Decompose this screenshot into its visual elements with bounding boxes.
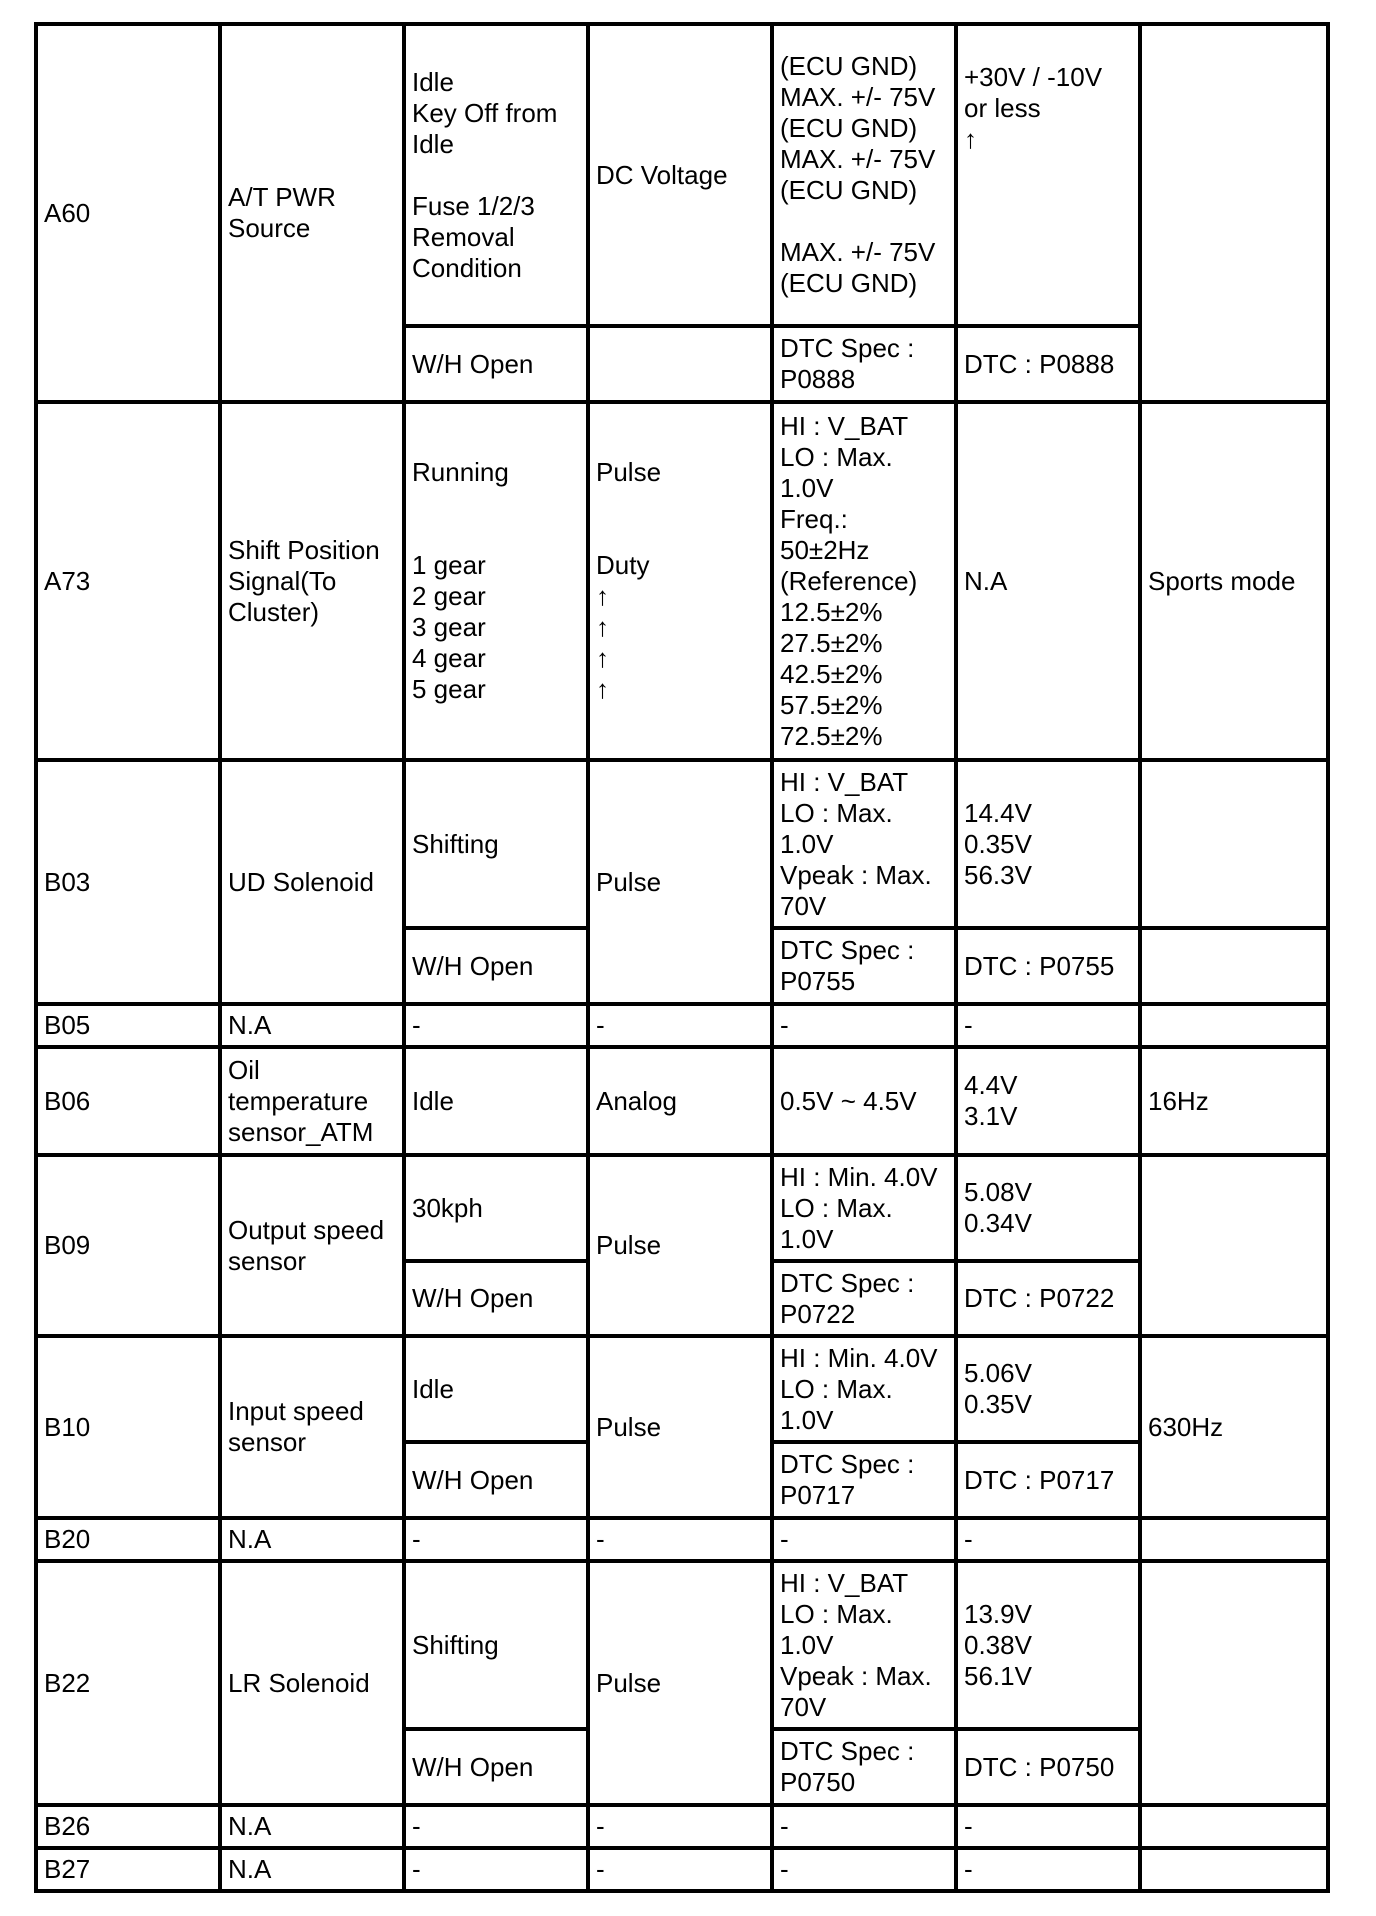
condition-cell: - xyxy=(404,1848,588,1891)
value-cell: 13.9V 0.38V 56.1V xyxy=(956,1561,1140,1729)
remark-cell xyxy=(1140,928,1328,1004)
type-cell: - xyxy=(588,1805,772,1848)
spec-cell: - xyxy=(772,1004,956,1047)
type-cell: - xyxy=(588,1848,772,1891)
description-cell: UD Solenoid xyxy=(220,760,404,1004)
value-cell: 5.08V 0.34V xyxy=(956,1155,1140,1261)
spec-cell: DTC Spec : P0722 xyxy=(772,1261,956,1336)
remark-cell xyxy=(1140,1518,1328,1561)
spec-cell: HI : Min. 4.0V LO : Max. 1.0V xyxy=(772,1336,956,1442)
remark-cell xyxy=(1140,1004,1328,1047)
condition-cell: W/H Open xyxy=(404,326,588,402)
description-cell: Input speed sensor xyxy=(220,1336,404,1518)
table-row xyxy=(36,402,1328,760)
value-cell: 4.4V 3.1V xyxy=(956,1047,1140,1155)
type-cell: DC Voltage xyxy=(588,24,772,326)
spec-cell: HI : V_BAT LO : Max. 1.0V Vpeak : Max. 70V xyxy=(772,1561,956,1729)
table-row xyxy=(36,1047,1328,1155)
condition-cell: - xyxy=(404,1805,588,1848)
spec-cell: HI : V_BAT LO : Max. 1.0V Freq.: 50±2Hz (Reference) 12.5±2% 27.5±2% 42.5±2% 57.5±2% 72.5±2% xyxy=(772,402,956,760)
type-cell: Analog xyxy=(588,1047,772,1155)
spec-cell: HI : V_BAT LO : Max. 1.0V Vpeak : Max. 70V xyxy=(772,760,956,928)
value-cell: 14.4V 0.35V 56.3V xyxy=(956,760,1140,928)
remark-cell xyxy=(1140,1561,1328,1805)
value-cell: DTC : P0750 xyxy=(956,1729,1140,1805)
pin-cell: B06 xyxy=(36,1047,220,1155)
table-row xyxy=(36,760,1328,928)
pin-cell: B03 xyxy=(36,760,220,1004)
description-cell: A/T PWR Source xyxy=(220,24,404,402)
remark-cell xyxy=(1140,1805,1328,1848)
remark-cell: 630Hz xyxy=(1140,1336,1328,1518)
spec-cell: - xyxy=(772,1848,956,1891)
type-cell: Pulse xyxy=(588,1561,772,1805)
condition-cell: 30kph xyxy=(404,1155,588,1261)
table-row xyxy=(36,1518,1328,1561)
value-cell: N.A xyxy=(956,402,1140,760)
condition-cell: Running 1 gear 2 gear 3 gear 4 gear 5 gear xyxy=(404,402,588,760)
condition-cell: Idle xyxy=(404,1336,588,1442)
remark-cell xyxy=(1140,760,1328,928)
remark-cell xyxy=(1140,24,1328,402)
remark-cell: Sports mode xyxy=(1140,402,1328,760)
value-cell: - xyxy=(956,1805,1140,1848)
condition-cell: W/H Open xyxy=(404,928,588,1004)
spec-cell: DTC Spec : P0717 xyxy=(772,1442,956,1518)
condition-cell: - xyxy=(404,1518,588,1561)
condition-cell: - xyxy=(404,1004,588,1047)
table-row xyxy=(36,1848,1328,1891)
value-cell: DTC : P0722 xyxy=(956,1261,1140,1336)
value-cell: +30V / -10V or less ↑ xyxy=(956,24,1140,326)
condition-cell: Idle Key Off from Idle Fuse 1/2/3 Removal Condition xyxy=(404,24,588,326)
description-cell: N.A xyxy=(220,1805,404,1848)
pin-cell: B10 xyxy=(36,1336,220,1518)
table-row xyxy=(36,1004,1328,1047)
table-row xyxy=(36,1805,1328,1848)
condition-cell: W/H Open xyxy=(404,1261,588,1336)
description-cell: Shift Position Signal(To Cluster) xyxy=(220,402,404,760)
spec-cell: - xyxy=(772,1518,956,1561)
pin-cell: B27 xyxy=(36,1848,220,1891)
value-cell: DTC : P0717 xyxy=(956,1442,1140,1518)
spec-cell: - xyxy=(772,1805,956,1848)
description-cell: LR Solenoid xyxy=(220,1561,404,1805)
spec-cell: DTC Spec : P0755 xyxy=(772,928,956,1004)
condition-cell: W/H Open xyxy=(404,1442,588,1518)
spec-cell: 0.5V ~ 4.5V xyxy=(772,1047,956,1155)
type-cell: Pulse xyxy=(588,1155,772,1336)
value-cell: - xyxy=(956,1518,1140,1561)
description-cell: N.A xyxy=(220,1518,404,1561)
value-cell: 5.06V 0.35V xyxy=(956,1336,1140,1442)
condition-cell: W/H Open xyxy=(404,1729,588,1805)
type-cell: Pulse xyxy=(588,760,772,1004)
spec-cell: DTC Spec : P0750 xyxy=(772,1729,956,1805)
remark-cell xyxy=(1140,1155,1328,1336)
type-cell: - xyxy=(588,1004,772,1047)
value-cell: - xyxy=(956,1848,1140,1891)
table-row xyxy=(36,1561,1328,1729)
type-cell: - xyxy=(588,1518,772,1561)
value-cell: DTC : P0888 xyxy=(956,326,1140,402)
table-row xyxy=(36,1336,1328,1442)
table-row xyxy=(36,1155,1328,1261)
remark-cell: 16Hz xyxy=(1140,1047,1328,1155)
value-cell: - xyxy=(956,1004,1140,1047)
spec-cell: HI : Min. 4.0V LO : Max. 1.0V xyxy=(772,1155,956,1261)
description-cell: Oil temperature sensor_ATM xyxy=(220,1047,404,1155)
pin-cell: B05 xyxy=(36,1004,220,1047)
pin-cell: B09 xyxy=(36,1155,220,1336)
pin-cell: B26 xyxy=(36,1805,220,1848)
type-cell xyxy=(588,326,772,402)
description-cell: N.A xyxy=(220,1848,404,1891)
pin-cell: A60 xyxy=(36,24,220,402)
description-cell: Output speed sensor xyxy=(220,1155,404,1336)
value-cell: DTC : P0755 xyxy=(956,928,1140,1004)
type-cell: Pulse Duty ↑ ↑ ↑ ↑ xyxy=(588,402,772,760)
pin-spec-table xyxy=(34,22,1330,1893)
remark-cell xyxy=(1140,1848,1328,1891)
table-row xyxy=(36,24,1328,326)
pin-cell: A73 xyxy=(36,402,220,760)
spec-cell: DTC Spec : P0888 xyxy=(772,326,956,402)
spec-cell: (ECU GND) MAX. +/- 75V (ECU GND) MAX. +/- 75V (ECU GND) MAX. +/- 75V (ECU GND) xyxy=(772,24,956,326)
condition-cell: Shifting xyxy=(404,760,588,928)
description-cell: N.A xyxy=(220,1004,404,1047)
condition-cell: Shifting xyxy=(404,1561,588,1729)
pin-cell: B22 xyxy=(36,1561,220,1805)
condition-cell: Idle xyxy=(404,1047,588,1155)
type-cell: Pulse xyxy=(588,1336,772,1518)
pin-cell: B20 xyxy=(36,1518,220,1561)
